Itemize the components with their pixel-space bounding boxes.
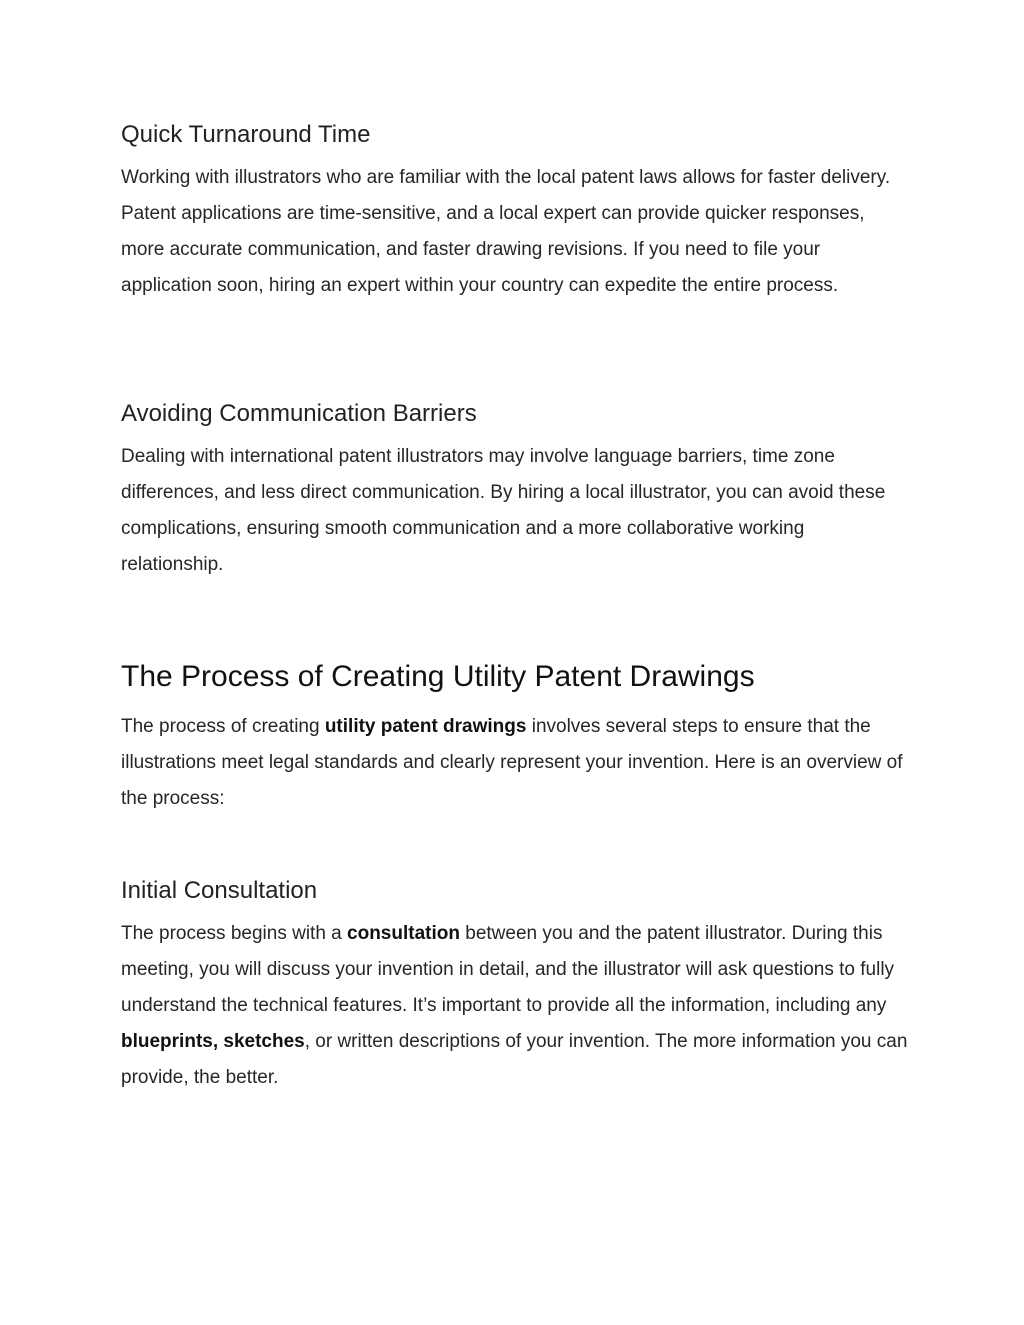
heading-process: The Process of Creating Utility Patent Drawings [121,660,755,693]
paragraph-process [121,709,911,817]
heading-communication-barriers: Avoiding Communication Barriers [121,400,477,427]
consultation-bold-blueprints: blueprints, sketches [121,1031,305,1052]
heading-quick-turnaround: Quick Turnaround Time [121,121,371,148]
consultation-bold-consultation: consultation [347,923,460,944]
paragraph-quick-turnaround: Working with illustrators who are familiar with the local patent laws allows for faster delivery. Patent applications are time-sensitive, and a local expert can provide quicker responses, more accurate communication, and faster drawing revisions. If you need to file your application soon, hiring an expert within your country can expedite the entire process. [121,167,891,296]
consultation-text-3: , or written descriptions of your invention. The more information you can provide, the better. [121,1031,908,1088]
consultation-text-2: between you and the patent illustrator. During this meeting, you will discuss your invention in detail, and the illustrator will ask questions to fully understand the technical features. It’s important to provide all the information, including any [121,923,895,1016]
process-text-before: The process of creating [121,716,325,737]
paragraph-initial-consultation [121,916,911,1096]
process-bold-utility-patent-drawings: utility patent drawings [324,716,527,737]
consultation-text-1: The process begins with a [121,923,348,944]
heading-initial-consultation: Initial Consultation [121,877,318,904]
process-text-after: involves several steps to ensure that the illustrations meet legal standards and clearly represent your invention. Here is an overview of the process: [121,716,903,809]
paragraph-communication-barriers: Dealing with international patent illustrators may involve language barriers, time zone differences, and less direct communication. By hiring a local illustrator, you can avoid these complications, ensuring smooth communication and a more collaborative working relationship. [121,446,886,575]
